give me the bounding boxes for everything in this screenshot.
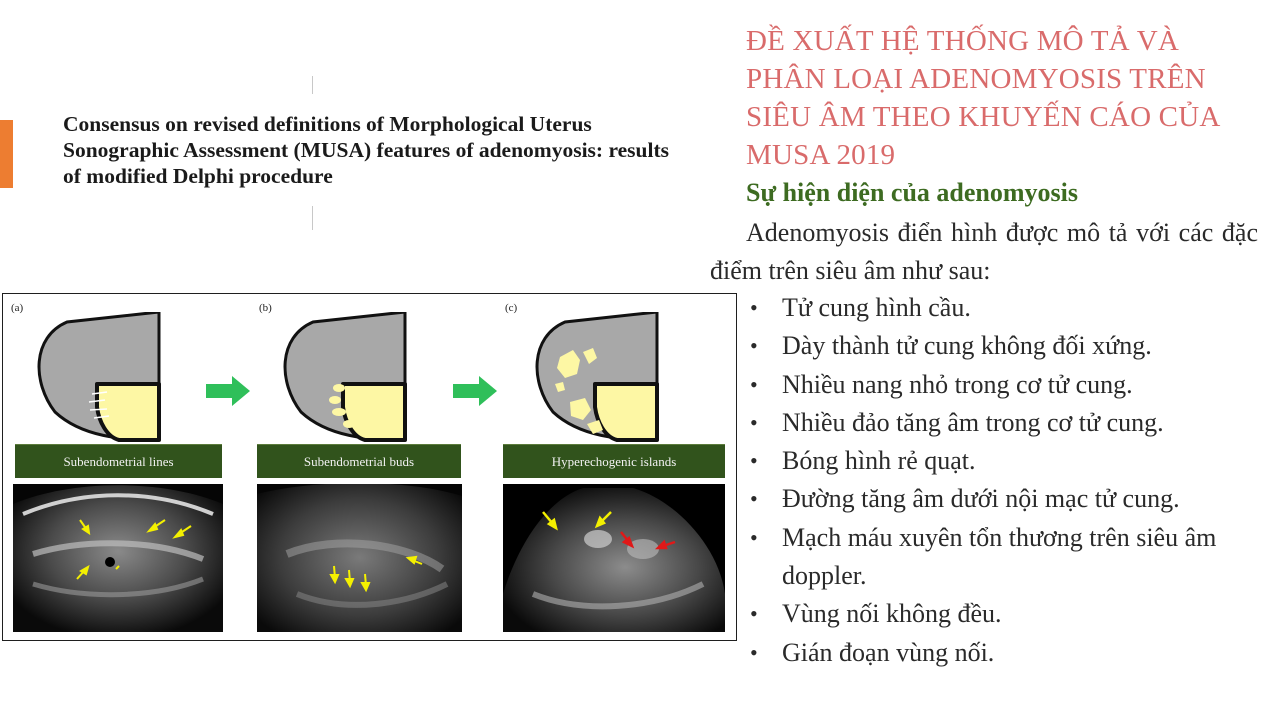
ultrasound-image xyxy=(503,484,725,632)
paper-title: Consensus on revised definitions of Morphological Uterus Sonographic Assessment (MUSA) features of adenomyosis: results of modified Delphi procedure xyxy=(63,112,669,188)
list-item xyxy=(746,634,1266,672)
caption-hyperechogenic-islands: Hyperechogenic islands xyxy=(503,444,725,478)
list-item xyxy=(746,327,1266,365)
list-item-text: Bóng hình rẻ quạt. xyxy=(782,446,976,476)
list-item xyxy=(746,366,1266,404)
bullet-icon: • xyxy=(750,409,758,435)
uterus-diagram-islands xyxy=(525,312,675,442)
list-item xyxy=(746,480,1266,518)
bullet-icon: • xyxy=(750,601,758,627)
caption-subendometrial-lines: Subendometrial lines xyxy=(15,444,222,478)
caption-subendometrial-buds: Subendometrial buds xyxy=(257,444,461,478)
list-item xyxy=(746,289,1266,327)
musa-figure xyxy=(2,293,737,641)
list-item-text: Tử cung hình cầu. xyxy=(782,293,971,322)
section-subheading: Sự hiện diện của adenomyosis xyxy=(746,178,1079,207)
ultrasound-image xyxy=(13,484,223,632)
bullet-icon: • xyxy=(750,371,758,397)
list-item xyxy=(746,404,1266,442)
uterus-diagram-lines xyxy=(27,312,177,442)
right-arrow-icon xyxy=(453,376,497,406)
list-item-text: Nhiều đảo tăng âm trong cơ tử cung. xyxy=(782,407,1164,437)
divider xyxy=(312,206,313,230)
list-item-text: Vùng nối không đều. xyxy=(782,599,1002,629)
list-item-text: Nhiều nang nhỏ trong cơ tử cung. xyxy=(782,369,1133,399)
list-item-text: Mạch máu xuyên tổn thương trên siêu âm doppler. xyxy=(782,522,1217,591)
bullet-icon: • xyxy=(750,524,758,550)
list-item xyxy=(746,595,1266,633)
bullet-icon: • xyxy=(750,295,758,320)
accent-bar xyxy=(0,120,13,188)
divider xyxy=(312,76,313,94)
panel-letter: (c) xyxy=(505,302,518,314)
list-item-text: Gián đoạn vùng nối. xyxy=(782,637,995,667)
bullet-icon: • xyxy=(750,486,758,512)
list-item xyxy=(746,519,1266,596)
feature-list xyxy=(746,289,1266,672)
ultrasound-image xyxy=(257,484,462,632)
bullet-icon: • xyxy=(750,448,758,474)
bullet-icon: • xyxy=(750,333,758,359)
uterus-diagram-buds xyxy=(273,312,423,442)
list-item-text: Đường tăng âm dưới nội mạc tử cung. xyxy=(782,484,1180,514)
intro-paragraph: Adenomyosis điển hình được mô tả với các đặc điểm trên siêu âm như sau: xyxy=(710,218,1258,285)
panel-letter: (b) xyxy=(259,302,272,314)
list-item-text: Dày thành tử cung không đối xứng. xyxy=(782,331,1152,361)
right-arrow-icon xyxy=(206,376,250,406)
bullet-icon: • xyxy=(750,639,758,665)
slide-heading: ĐỀ XUẤT HỆ THỐNG MÔ TẢ VÀ PHÂN LOẠI ADENOMYOSIS TRÊN SIÊU ÂM THEO KHUYẾN CÁO CỦA MUSA 2019 xyxy=(746,25,1219,171)
panel-letter: (a) xyxy=(11,302,24,314)
list-item xyxy=(746,442,1266,480)
